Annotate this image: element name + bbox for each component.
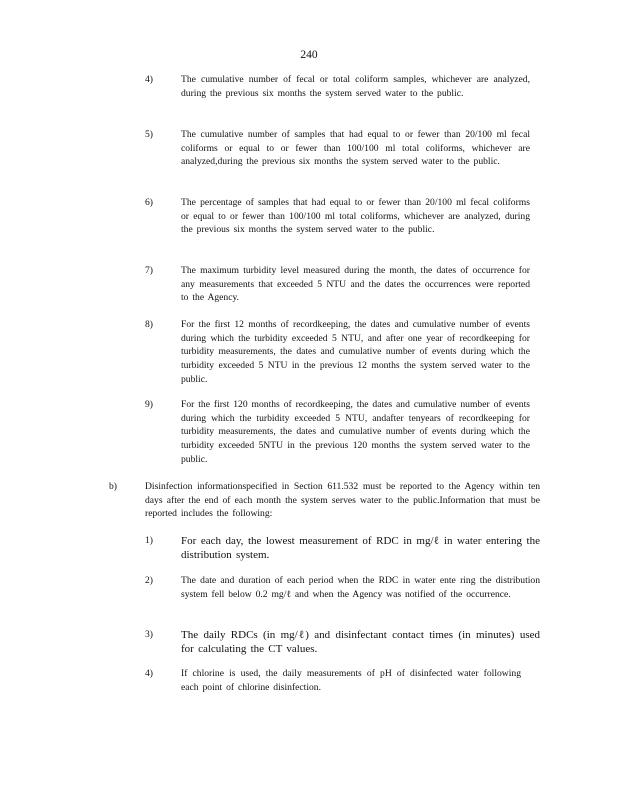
section-b-text: Disinfection informationspecified in Section 611.532 must be reported to the Agency within ten days after the end of each month the system serves water to the public.Information that must be reported includes the following: <box>145 481 540 520</box>
list-item-text: The date and duration of each period when the RDC in water ente ring the distribution system fell below 0.2 mg/ℓ and when the Agency was notified of the occurrence. <box>181 575 540 600</box>
list-item <box>145 196 530 252</box>
list-item <box>145 398 530 468</box>
list-marker: 9) <box>145 399 153 410</box>
section-marker: b) <box>109 481 117 492</box>
list-marker: 2) <box>145 575 153 586</box>
list-item <box>145 318 530 388</box>
list-item-text: The cumulative number of samples that had equal to or fewer than 20/100 ml fecal coliforms or equal to or fewer than 100/100 ml total coliforms, whichever are analyzed,during the previous six months the system served water to the public. <box>181 129 530 168</box>
list-item-text: The daily RDCs (in mg/ℓ) and disinfectant contact times (in minutes) used for calculating the CT values. <box>181 629 540 655</box>
list-item-text: The percentage of samples that had equal to or fewer than 20/100 ml fecal coliforms or equal to or fewer than 100/100 ml total coliforms, whichever are analyzed, during the previous six months the system served water to the public. <box>181 197 530 236</box>
list-item-text: For each day, the lowest measurement of RDC in mg/ℓ in water entering the distribution system. <box>181 535 540 561</box>
list-item <box>145 574 540 618</box>
list-item <box>145 628 540 658</box>
list-item <box>145 264 530 306</box>
list-marker: 1) <box>145 535 153 546</box>
list-item <box>145 73 530 115</box>
page-number: 240 <box>300 49 318 61</box>
list-item-text: For the first 12 months of recordkeeping, the dates and cumulative number of events during which the turbidity exceeded 5 NTU, and after one year of recordkeeping for turbidity measurements, the dates and cumulative number of events during which the turbidity exceeded 5 NTU in the previous 12 months the system served water to the public. <box>181 319 530 385</box>
list-item-text: For the first 120 months of recordkeeping, the dates and cumulative number of events during which the turbidity exceeded 5 NTU, andafter tenyears of recordkeeping for turbidity measurements, the dates and cumulative number of events during which the turbidity exceeded 5NTU in the previous 120 months the system served water to the public. <box>181 399 530 465</box>
list-marker: 6) <box>145 197 153 208</box>
list-item <box>145 128 530 184</box>
list-item-text: The maximum turbidity level measured during the month, the dates of occurrence for any measurements that exceeded 5 NTU and the dates the occurrences were reported to the Agency. <box>181 265 530 304</box>
list-marker: 8) <box>145 319 153 330</box>
list-marker: 5) <box>145 129 153 140</box>
list-item-text: The cumulative number of fecal or total coliform samples, whichever are analyzed, during the previous six months the system served water to the public. <box>181 74 530 99</box>
list-marker: 3) <box>145 629 153 640</box>
list-item <box>145 534 540 564</box>
list-marker: 4) <box>145 74 153 85</box>
list-marker: 4) <box>145 668 153 679</box>
list-item-text: If chlorine is used, the daily measurements of pH of disinfected water following each point of chlorine disinfection. <box>181 668 521 693</box>
section-b <box>109 480 540 522</box>
list-marker: 7) <box>145 265 153 276</box>
list-item <box>145 667 540 697</box>
